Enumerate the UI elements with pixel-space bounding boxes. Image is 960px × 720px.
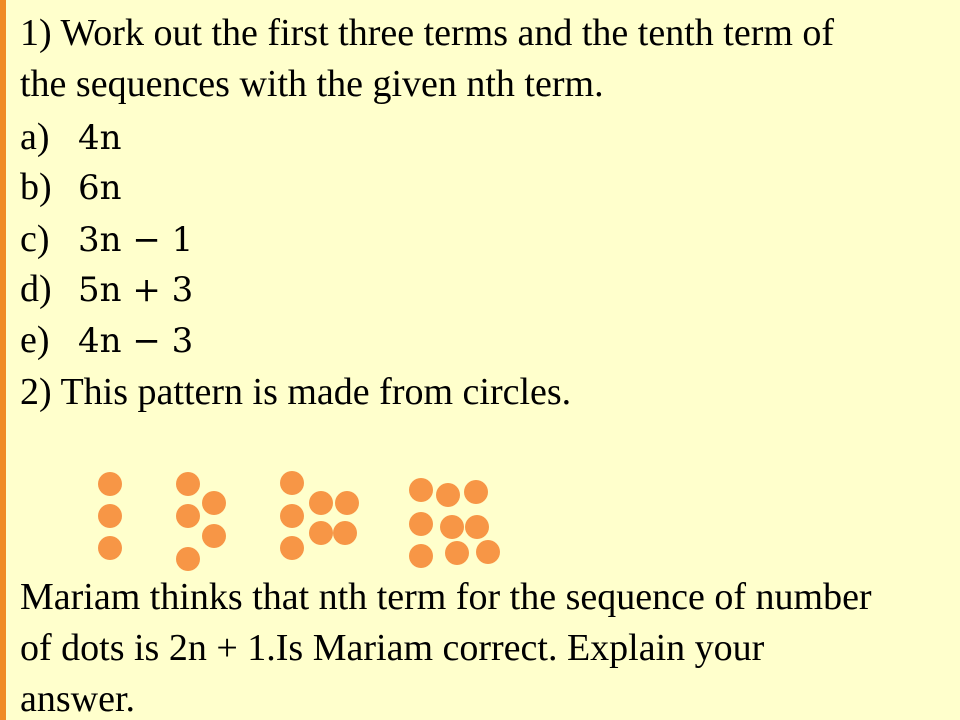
dot (309, 521, 333, 545)
pattern-4 (409, 478, 500, 568)
dot (309, 491, 333, 515)
dot (98, 472, 122, 496)
dot (465, 515, 489, 539)
dot (333, 521, 357, 545)
pattern-1 (98, 472, 122, 560)
dot (335, 491, 359, 515)
pattern-2 (176, 472, 226, 571)
dot (202, 491, 226, 515)
part-c-expression: 3n − 1 (78, 220, 194, 260)
dot (98, 536, 122, 560)
dot (445, 541, 469, 565)
question-2-intro: 2) This pattern is made from circles. (20, 371, 572, 413)
question-1-line-2: the sequences with the given nth term. (20, 63, 604, 105)
dot (464, 480, 488, 504)
part-a-label: a) (20, 116, 50, 158)
dot (436, 483, 460, 507)
dot (409, 512, 433, 536)
part-e-label: e) (20, 319, 50, 361)
question-2-text-line-3: answer. (20, 678, 136, 720)
dot (98, 504, 122, 528)
dot (280, 471, 304, 495)
part-a-expression: 4n (78, 118, 122, 158)
dot (176, 504, 200, 528)
dot (176, 547, 200, 571)
question-2-text-line-1: Mariam thinks that nth term for the sequence of number (20, 576, 872, 618)
question-2-text-line-2: of dots is 2n + 1.Is Mariam correct. Explain your (20, 627, 765, 669)
part-b-expression: 6n (78, 168, 122, 208)
dot (476, 540, 500, 564)
dot (280, 536, 304, 560)
part-e-expression: 4n − 3 (78, 321, 194, 361)
dot (176, 472, 200, 496)
dot (202, 524, 226, 548)
dot (440, 515, 464, 539)
question-1-line-1: 1) Work out the first three terms and the tenth term of (20, 12, 835, 54)
part-b-label: b) (20, 166, 52, 208)
part-d-label: d) (20, 268, 52, 310)
part-d-expression: 5n + 3 (78, 270, 194, 310)
dot (409, 478, 433, 502)
part-c-label: c) (20, 218, 50, 260)
dot (409, 544, 433, 568)
pattern-3 (280, 471, 359, 560)
dot (280, 504, 304, 528)
